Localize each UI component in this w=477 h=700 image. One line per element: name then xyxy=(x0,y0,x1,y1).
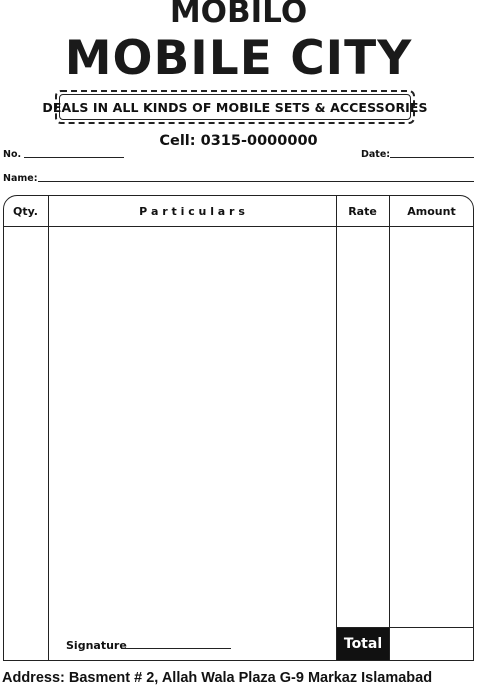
tagline: DEALS IN ALL KINDS OF MOBILE SETS & ACCESSORIES xyxy=(42,99,428,115)
no-label: No. xyxy=(3,149,22,160)
column-divider-qty xyxy=(48,195,49,661)
name-label: Name: xyxy=(3,173,38,184)
brand-logo-text: MOBILO xyxy=(169,0,308,24)
date-field-line[interactable] xyxy=(390,157,474,158)
column-header-rate: Rate xyxy=(348,205,377,218)
shop-address: Address: Basment # 2, Allah Wala Plaza G-9 Markaz Islamabad xyxy=(2,670,433,686)
shop-name: MOBILE CITY xyxy=(64,31,413,86)
signature-label: Signature xyxy=(66,639,127,652)
signature-line[interactable] xyxy=(121,648,231,649)
column-header-qty: Qty. xyxy=(13,205,38,218)
column-divider-rate xyxy=(389,195,390,661)
name-field-line[interactable] xyxy=(38,181,474,182)
column-divider-particulars xyxy=(336,195,337,661)
total-label: Total xyxy=(337,628,389,660)
cell-number: Cell: 0315-0000000 xyxy=(159,133,318,149)
date-label: Date: xyxy=(361,149,391,160)
items-table xyxy=(3,195,474,661)
no-field-line[interactable] xyxy=(24,157,124,158)
table-header-divider xyxy=(3,226,474,227)
column-header-particulars: P a r t i c u l a r s xyxy=(139,205,245,218)
column-header-amount: Amount xyxy=(407,205,456,218)
tagline-box xyxy=(42,90,428,124)
